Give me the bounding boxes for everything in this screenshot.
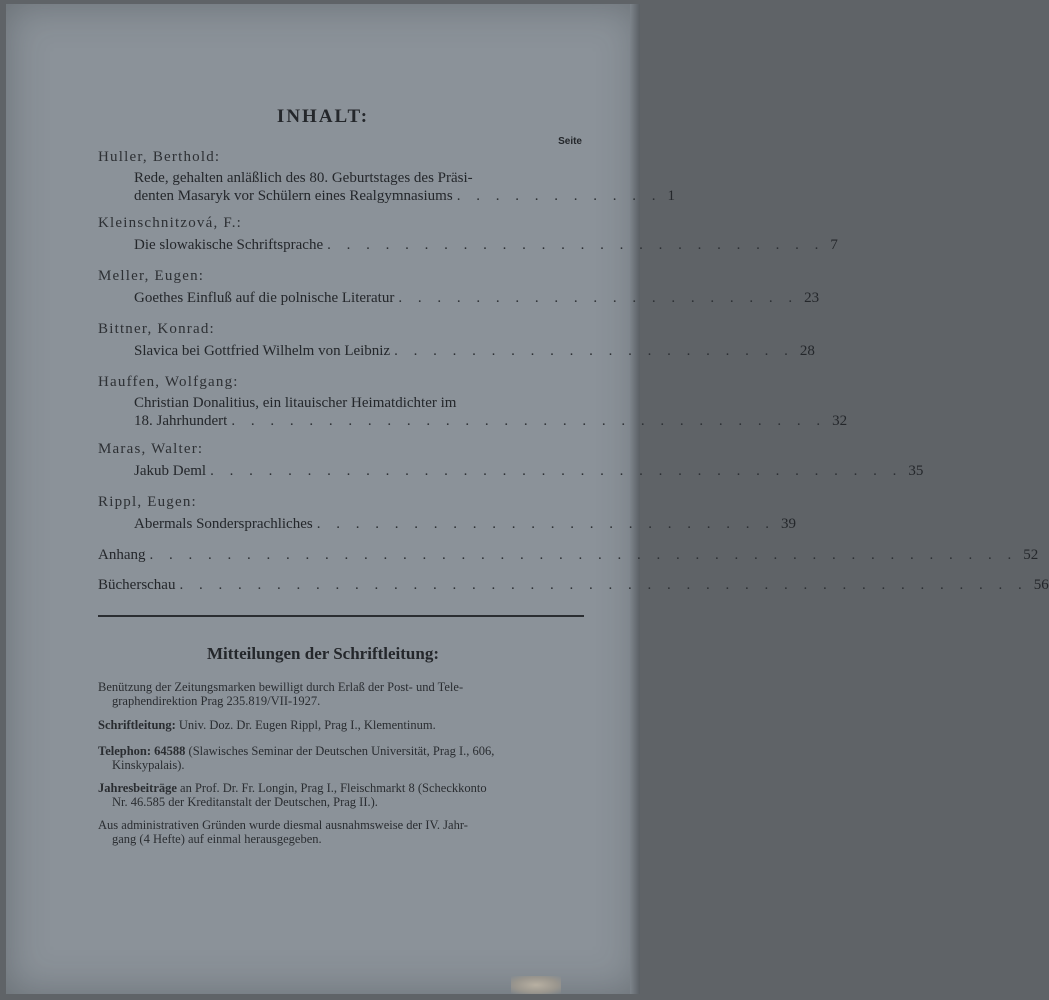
toc-entry-title: Rede, gehalten anläßlich des 80. Geburtstages des Präsi-	[134, 170, 473, 186]
dot-leader: . . . . . . . . . . . . . . . . . . . . . . . . . .	[327, 237, 825, 253]
toc-entry-line	[134, 342, 815, 360]
toc-author: Kleinschnitzová, F.:	[98, 215, 243, 231]
toc-page-number: 7	[830, 237, 838, 253]
toc-entry	[134, 462, 924, 480]
toc-entry	[134, 289, 820, 307]
notice-label: Jahresbeiträge	[98, 781, 177, 795]
notice-label: Schriftleitung:	[98, 718, 176, 732]
toc-entry-line	[134, 462, 924, 480]
toc-entry	[134, 394, 848, 430]
toc-author: Rippl, Eugen:	[98, 494, 197, 510]
dot-leader: . . . . . . . . . . . . . . . . . . . . . . . .	[316, 516, 775, 532]
dot-leader: . . . . . . . . . . . . . . . . . . . . . . . . . . . . . . .	[231, 413, 827, 429]
toc-title: INHALT:	[276, 106, 370, 127]
notice-text: (Slawisches Seminar der Deutschen Universität, Prag I., 606,	[185, 744, 495, 758]
notice-text: Aus administrativen Gründen wurde diesmal ausnahmsweise der IV. Jahr-	[98, 818, 468, 832]
notice-text: gang (4 Hefte) auf einmal herausgegeben.	[112, 832, 322, 846]
toc-entry	[134, 169, 675, 205]
toc-entry-line	[134, 289, 820, 307]
dot-leader: . . . . . . . . . . .	[456, 188, 662, 204]
notice-text: Univ. Doz. Dr. Eugen Rippl, Prag I., Klementinum.	[175, 718, 436, 732]
toc-entry	[134, 342, 815, 360]
toc-entry-title: Die slowakische Schriftsprache	[134, 237, 324, 253]
toc-entry-line	[134, 515, 796, 533]
dot-leader: . . . . . . . . . . . . . . . . . . . . . . . . . . . . . . . . . . . .	[210, 463, 903, 479]
dot-leader: . . . . . . . . . . . . . . . . . . . . .	[398, 290, 799, 306]
notice-text: Nr. 46.585 der Kreditanstalt der Deutschen, Prag II.).	[112, 795, 378, 809]
dot-leader: . . . . . . . . . . . . . . . . . . . . .	[394, 343, 794, 359]
toc-page-column-header: Seite	[558, 136, 582, 147]
notice-editorial-office	[98, 718, 588, 732]
toc-entry-line	[98, 576, 1049, 594]
notice-text: an Prof. Dr. Fr. Longin, Prag I., Fleischmarkt 8 (Scheckkonto	[176, 781, 487, 795]
toc-author: Meller, Eugen:	[98, 268, 205, 284]
toc-author: Hauffen, Wolfgang:	[98, 374, 239, 390]
toc-entry-title: Jakub Deml	[134, 463, 207, 479]
notice-administrative	[98, 818, 588, 846]
toc-entry	[134, 515, 796, 533]
toc-page-number: 32	[832, 413, 848, 429]
toc-entry-title: Bücherschau	[98, 577, 176, 593]
toc-entry-line	[134, 412, 848, 430]
toc-page-number: 1	[667, 188, 675, 204]
notice-telephone	[98, 744, 588, 772]
toc-entry-title: Abermals Sondersprachliches	[134, 516, 313, 532]
toc-entry-appendix	[98, 546, 1039, 564]
journal-back-cover-page	[6, 4, 1049, 994]
toc-entry-title: Christian Donalitius, ein litauischer Heimatdichter im	[134, 395, 457, 411]
toc-entry	[134, 236, 838, 254]
toc-entry-title: Anhang	[98, 547, 146, 563]
toc-entry-title: Slavica bei Gottfried Wilhelm von Leibniz	[134, 343, 391, 359]
toc-page-number: 39	[780, 516, 796, 532]
toc-entry-line	[134, 169, 586, 187]
toc-entry-line	[134, 394, 586, 412]
notice-postage	[98, 680, 588, 708]
dot-leader: . . . . . . . . . . . . . . . . . . . . . . . . . . . . . . . . . . . . . . . . . . . .	[179, 577, 1028, 593]
section-divider	[98, 615, 584, 617]
toc-entry-line	[98, 546, 1039, 564]
notices-title: Mitteilungen der Schriftleitung:	[207, 644, 439, 663]
toc-author: Huller, Berthold:	[98, 149, 221, 165]
toc-page-number: 28	[799, 343, 815, 359]
notice-text: graphendirektion Prag 235.819/VII-1927.	[112, 694, 321, 708]
notice-label: Telephon: 64588	[98, 744, 186, 758]
toc-entry-book-reviews	[98, 576, 1049, 594]
toc-entry-title: denten Masaryk vor Schülern eines Realgymnasiums	[134, 188, 453, 204]
toc-author: Bittner, Konrad:	[98, 321, 215, 337]
toc-page-number: 56	[1033, 577, 1049, 593]
toc-entry-line	[134, 187, 675, 205]
toc-entry-title: 18. Jahrhundert	[134, 413, 228, 429]
toc-author: Maras, Walter:	[98, 441, 204, 457]
toc-page-number: 52	[1023, 547, 1039, 563]
toc-page-number: 35	[908, 463, 924, 479]
paper-damage-mark	[511, 976, 561, 994]
toc-page-number: 23	[804, 290, 820, 306]
notice-text: Kinskypalais).	[112, 758, 185, 772]
toc-entry-line	[134, 236, 838, 254]
toc-entry-title: Goethes Einfluß auf die polnische Literatur	[134, 290, 395, 306]
page-edge-shadow	[630, 4, 640, 994]
notice-text: Benützung der Zeitungsmarken bewilligt durch Erlaß der Post- und Tele-	[98, 680, 464, 694]
dot-leader: . . . . . . . . . . . . . . . . . . . . . . . . . . . . . . . . . . . . . . . . . . . . .	[149, 547, 1018, 563]
notice-annual-fees	[98, 781, 588, 809]
